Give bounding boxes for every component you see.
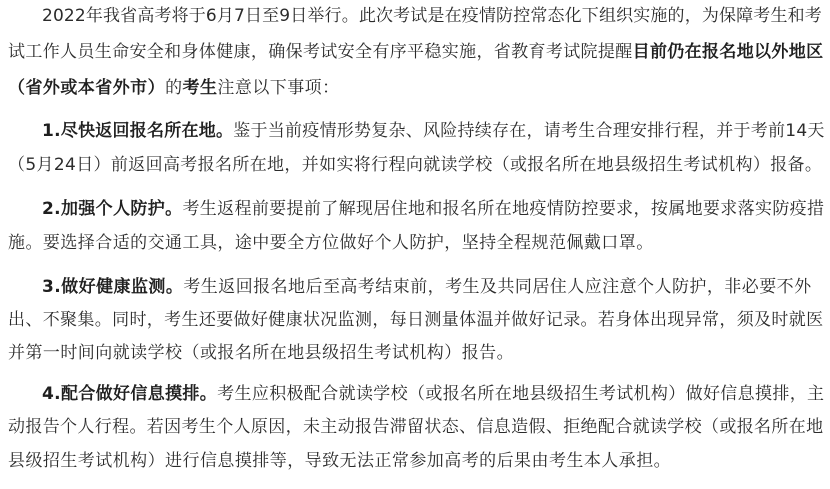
item-1-heading: 1.尽快返回报名所在地。 <box>42 121 234 141</box>
item-4-line-1 <box>42 383 824 405</box>
item-3-text-3: 并第一时间向就读学校（或报名所在地县级招生考试机构）报告。 <box>8 343 515 363</box>
intro-emphasis-1: 目前仍在报名地以外地区 <box>632 42 824 62</box>
item-3-line-3 <box>8 342 514 364</box>
item-1-line-1 <box>42 120 825 142</box>
intro-text-1: 2022年我省高考将于6月7日至9日举行。此次考试是在疫情防控常态化下组织实施的，为保障考生和考 <box>42 6 822 26</box>
intro-emphasis-3: 考生 <box>182 78 218 98</box>
item-2-text-2: 施。要选择合适的交通工具，途中要全方位做好个人防护，坚持全程规范佩戴口罩。 <box>8 233 654 253</box>
item-2-line-2 <box>8 232 654 254</box>
intro-text-4: 注意以下事项： <box>217 78 340 98</box>
item-4-line-3 <box>8 450 671 472</box>
item-4-text-3: 县级招生考试机构）进行信息摸排等，导致无法正常参加高考的后果由考生本人承担。 <box>8 451 672 471</box>
item-3-text-2: 出、不聚集。同时，考生还要做好健康状况监测，每日测量体温并做好记录。若身体出现异常，须及时就医 <box>8 310 824 330</box>
intro-text-2: 试工作人员生命安全和身体健康，确保考试安全有序平稳实施，省教育考试院提醒 <box>8 42 633 62</box>
item-4-text-1: 考生应积极配合就读学校（或报名所在地县级招生考试机构）做好信息摸排，主 <box>217 384 825 404</box>
item-2-text-1: 考生返程前要提前了解现居住地和报名所在地疫情防控要求，按属地要求落实防疫措 <box>182 199 825 219</box>
item-3-text-1: 考生返回报名地后至高考结束前，考生及共同居住人应注意个人防护，非必要不外 <box>183 277 812 297</box>
item-1-text-2: （5月24日）前返回高考报名所在地，并如实将行程向就读学校（或报名所在地县级招生考试机构）报备。 <box>8 155 823 175</box>
item-2-heading: 2.加强个人防护。 <box>42 199 183 219</box>
intro-emphasis-2: （省外或本省外市） <box>8 78 166 98</box>
item-1-text-1: 鉴于当前疫情形势复杂、风险持续存在，请考生合理安排行程，并于考前14天 <box>233 121 825 141</box>
item-3-heading: 3.做好健康监测。 <box>42 277 184 297</box>
item-4-line-2 <box>8 416 823 438</box>
intro-line-1 <box>42 5 822 27</box>
item-3-line-2 <box>8 309 823 331</box>
intro-line-3 <box>8 77 340 99</box>
item-4-text-2: 动报告个人行程。若因考生个人原因，未主动报告滞留状态、信息造假、拒绝配合就读学校（或报名所在地 <box>8 417 824 437</box>
intro-text-3: 的 <box>165 78 183 98</box>
item-4-heading: 4.配合做好信息摸排。 <box>42 384 218 404</box>
intro-line-2 <box>8 41 823 63</box>
item-1-line-2 <box>8 154 822 176</box>
item-3-line-1 <box>42 276 812 298</box>
item-2-line-1 <box>42 198 824 220</box>
